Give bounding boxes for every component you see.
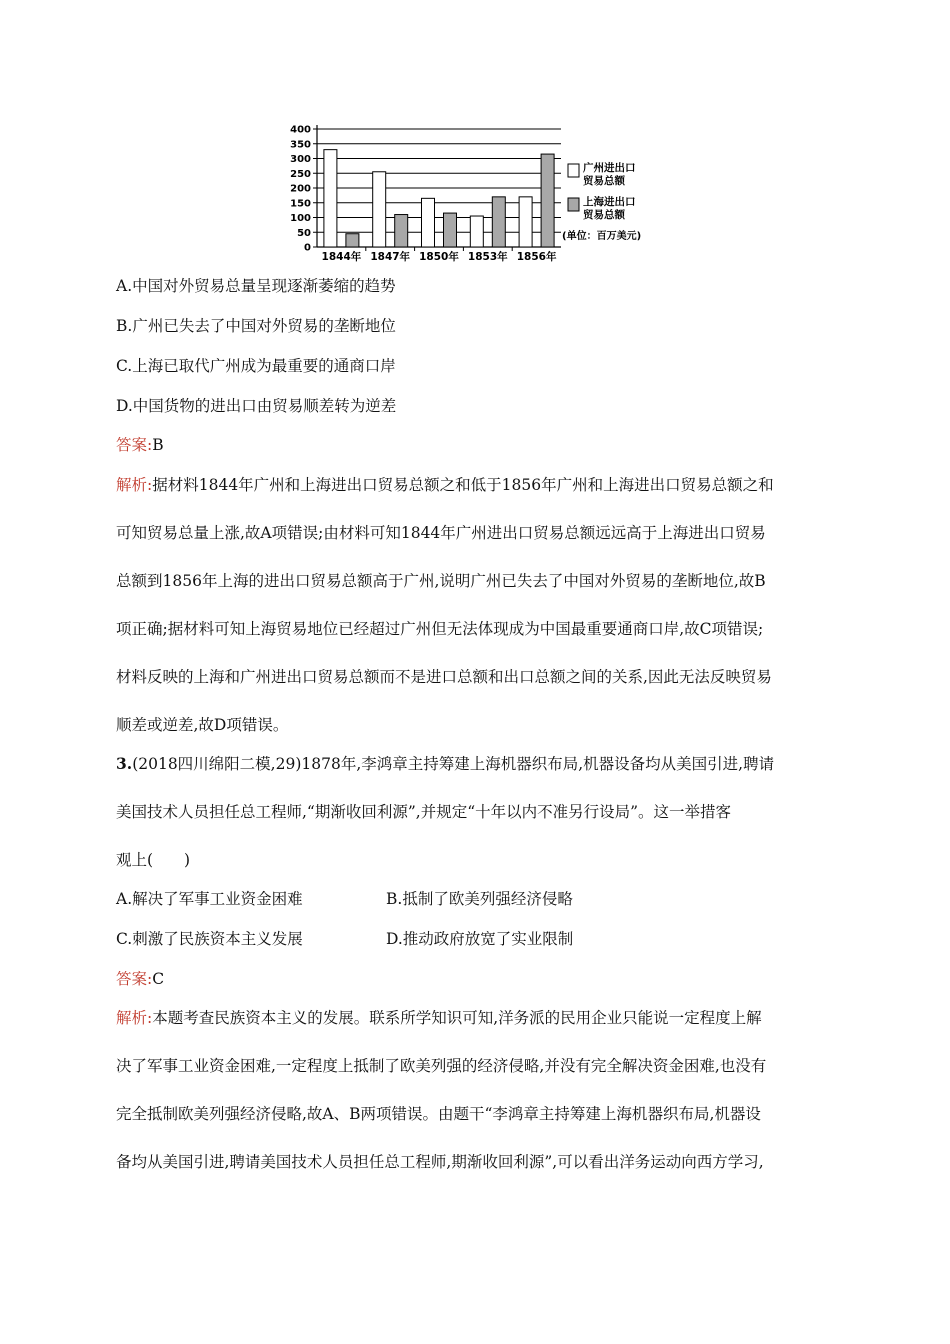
legend-label: 广州进出口 — [583, 162, 636, 174]
q2-answer-value: B — [152, 436, 164, 454]
y-tick-label: 300 — [290, 154, 311, 165]
q2-analysis-line-5: 材料反映的上海和广州进出口贸易总额而不是进口总额和出口总额之间的关系,因此无法反映贸易 — [116, 668, 772, 686]
q3-analysis-line-4: 备均从美国引进,聘请美国技术人员担任总工程师,期渐收回利源”,可以看出洋务运动向西方学习, — [116, 1153, 764, 1171]
q2-answer-label: 答案: — [116, 436, 153, 454]
y-tick-label: 200 — [290, 183, 311, 195]
y-tick-label: 250 — [290, 168, 311, 180]
y-tick-label: 100 — [290, 213, 311, 224]
x-tick-label: 1850年 — [419, 251, 459, 263]
chart-svg — [270, 120, 690, 265]
q2-option-d: D.中国货物的进出口由贸易顺差转为逆差 — [116, 397, 397, 415]
q3-answer-label: 答案: — [116, 970, 153, 988]
guangzhou-bar — [519, 197, 532, 247]
q3-option-c: C.刺激了民族资本主义发展 — [116, 930, 303, 948]
q3-analysis-line-1 — [116, 1006, 762, 1028]
shanghai-bar — [492, 197, 505, 247]
y-tick-label: 50 — [297, 227, 311, 239]
x-tick-label: 1856年 — [516, 251, 557, 263]
q2-analysis-line-4: 项正确;据材料可知上海贸易地位已经超过广州但无法体现成为中国最重要通商口岸,故C项错误; — [116, 620, 764, 638]
shanghai-bar — [541, 154, 554, 247]
q3-stem-line-3: 观上( ) — [116, 851, 191, 869]
guangzhou-bar — [324, 150, 337, 247]
q3-answer-value: C — [152, 970, 165, 988]
guangzhou-bar — [422, 198, 435, 247]
shanghai-bar — [395, 215, 408, 247]
y-tick-label: 150 — [290, 198, 311, 210]
q2-analysis-line-2: 可知贸易总量上涨,故A项错误;由材料可知1844年广州进出口贸易总额远远高于上海进出口贸易 — [116, 524, 766, 542]
q3-stem-text-1: (2018四川绵阳二模,29)1878年,李鸿章主持筹建上海机器织布局,机器设备均从美国引进,聘请 — [132, 755, 775, 773]
q2-analysis-label: 解析: — [116, 476, 153, 494]
q3-analysis-line-2: 决了军事工业资金困难,一定程度上抵制了欧美列强的经济侵略,并没有完全解决资金困难,也没有 — [116, 1057, 767, 1075]
q2-answer — [116, 433, 164, 455]
trade-bar-chart — [270, 120, 690, 265]
legend-swatch — [568, 198, 579, 211]
q2-option-b: B.广州已失去了中国对外贸易的垄断地位 — [116, 317, 396, 335]
x-tick-label: 1847年 — [370, 251, 411, 263]
q2-option-c: C.上海已取代广州成为最重要的通商口岸 — [116, 357, 396, 375]
guangzhou-bar — [373, 172, 386, 247]
x-tick-label: 1853年 — [467, 251, 508, 263]
y-tick-label: 350 — [290, 139, 311, 151]
q3-option-d: D.推动政府放宽了实业限制 — [386, 930, 574, 948]
q2-option-a: A.中国对外贸易总量呈现逐渐萎缩的趋势 — [116, 277, 396, 295]
x-tick-label: 1844年 — [321, 251, 362, 263]
legend-label: 贸易总额 — [583, 175, 625, 187]
legend-label: 贸易总额 — [583, 209, 625, 221]
q3-stem-line-2: 美国技术人员担任总工程师,“期渐收回利源”,并规定“十年以内不准另行设局”。这一举措客 — [116, 803, 732, 821]
q3-analysis-label: 解析: — [116, 1009, 153, 1027]
legend-swatch — [568, 164, 579, 177]
q3-stem-line-1 — [116, 752, 774, 774]
q2-analysis-line-1 — [116, 473, 774, 495]
q3-analysis-text-1: 本题考查民族资本主义的发展。联系所学知识可知,洋务派的民用企业只能说一定程度上解 — [152, 1009, 762, 1027]
guangzhou-bar — [470, 216, 483, 247]
shanghai-bar — [444, 213, 457, 247]
q2-analysis-line-3: 总额到1856年上海的进出口贸易总额高于广州,说明广州已失去了中国对外贸易的垄断地位,故B — [116, 572, 766, 590]
unit-note: (单位：百万美元) — [562, 231, 642, 242]
q3-analysis-line-3: 完全抵制欧美列强经济侵略,故A、B两项错误。由题干“李鸿章主持筹建上海机器织布局,机器设 — [116, 1105, 761, 1123]
legend-label: 上海进出口 — [583, 196, 636, 208]
q3-answer — [116, 967, 164, 989]
q2-analysis-text-1: 据材料1844年广州和上海进出口贸易总额之和低于1856年广州和上海进出口贸易总额之和 — [152, 476, 774, 494]
y-tick-label: 400 — [290, 124, 311, 136]
q3-option-a: A.解决了军事工业资金困难 — [116, 890, 303, 908]
q2-analysis-line-6: 顺差或逆差,故D项错误。 — [116, 716, 289, 734]
y-tick-label: 0 — [304, 242, 311, 254]
q3-option-b: B.抵制了欧美列强经济侵略 — [386, 890, 573, 908]
q3-number: 3. — [116, 754, 133, 773]
shanghai-bar — [346, 234, 359, 247]
